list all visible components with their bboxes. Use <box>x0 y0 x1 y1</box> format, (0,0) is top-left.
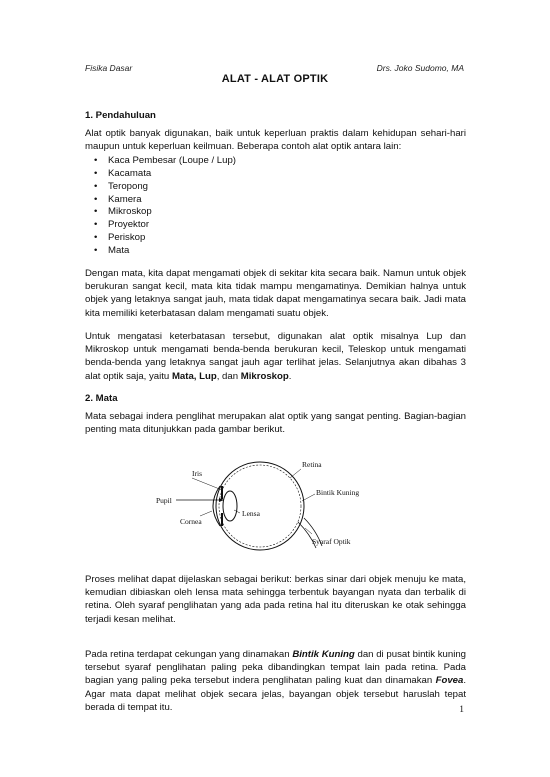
document-title: ALAT - ALAT OPTIK <box>221 73 329 85</box>
paragraph-text: . Agar mata dapat melihat objek secara jelas, bayangan objek tersebut haruslah tepat berada di tempat itu. <box>85 675 466 713</box>
eyeball-outline <box>216 462 304 550</box>
paragraph-text: dan di pusat bintik kuning tersebut syaraf penglihatan paling peka dibandingkan tempat lain pada retina. Pada bagian yang paling peka tersebut indera penglihatan paling kuat dan dinamakan <box>85 649 466 687</box>
paragraph-intro: Alat optik banyak digunakan, baik untuk keperluan praktis dalam kehidupan sehari-hari maupun untuk keperluan keilmuan. Beberapa contoh alat optik antara lain: <box>85 128 466 153</box>
bold-italic-term: Fovea <box>435 675 464 687</box>
paragraph-retina <box>85 648 466 714</box>
paragraph-proses-melihat: Proses melihat dapat dijelaskan sebagai berikut: berkas sinar dari objek menuju ke mata, kemudian dibiaskan oleh lensa mata sehingga terbentuk bayangan nyata dan terbalik di retina. Oleh syaraf penglihatan yang ada pada retina hal itu diteruskan ke otak sehingga terjadi kesan melihat. <box>85 574 466 625</box>
label-cornea: Cornea <box>180 517 202 526</box>
retina-leader <box>290 469 301 478</box>
lens-shape <box>223 491 237 521</box>
header-course: Fisika Dasar <box>85 63 133 73</box>
cornea-leader <box>200 511 212 516</box>
paragraph-text: Untuk mengatasi keterbatasan tersebut, digunakan alat optik misalnya Lup dan Mikroskop untuk mengamati benda-benda berukuran kecil, Teleskop untuk mengamati benda-benda yang letaknya sangat jauh agar terlihat jelas. Selanjutnya akan dibahas 3 alat optik saja, yaitu <box>85 331 466 382</box>
page-number: 1 <box>459 705 464 715</box>
paragraph-mata-keterbatasan: Dengan mata, kita dapat mengamati objek di sekitar kita secara baik. Namun untuk objek berukuran sangat kecil, mata kita tidak mampu mengamatinya. Demikian halnya untuk objek yang letaknya sangat jauh, mata tidak dapat mengamatinya secara baik. Jadi mata kita memiliki keterbatasan dalam mengamati suatu objek. <box>85 268 466 319</box>
bintik-kuning-leader <box>302 494 315 501</box>
bold-term: Mata, Lup <box>171 370 217 382</box>
list-item: • Periskop <box>92 232 236 245</box>
list-item: • Mata <box>92 245 236 258</box>
list-item: • Mikroskop <box>92 206 236 219</box>
bold-term: Mikroskop <box>240 370 289 382</box>
label-pupil: Pupil <box>156 496 172 505</box>
paragraph-text: , dan <box>216 370 241 382</box>
list-item: • Kaca Pembesar (Loupe / Lup) <box>92 155 236 168</box>
list-item: • Kacamata <box>92 168 236 181</box>
label-lensa: Lensa <box>242 509 260 518</box>
label-syaraf-optik: Syaraf Optik <box>312 537 351 546</box>
paragraph-text: Pada retina terdapat cekungan yang dinamakan <box>85 649 293 660</box>
section-heading-pendahuluan: 1. Pendahuluan <box>85 110 156 121</box>
list-item: • Teropong <box>92 181 236 194</box>
retina-layer <box>219 465 301 547</box>
label-iris: Iris <box>192 469 202 478</box>
paragraph-mata-intro: Mata sebagai indera penglihat merupakan alat optik yang sangat penting. Bagian-bagian penting mata ditunjukkan pada gambar berikut. <box>85 411 466 436</box>
optical-device-list <box>92 155 236 258</box>
bold-italic-term: Bintik Kuning <box>292 649 355 660</box>
paragraph-text: . <box>288 370 292 382</box>
paragraph-mengatasi <box>85 330 466 383</box>
label-retina: Retina <box>302 460 322 469</box>
section-heading-mata: 2. Mata <box>85 393 118 404</box>
eye-anatomy-figure <box>140 456 380 554</box>
header-author: Drs. Joko Sudomo, MA <box>376 63 464 73</box>
iris-leader <box>192 478 222 490</box>
list-item: • Proyektor <box>92 219 236 232</box>
label-bintik-kuning: Bintik Kuning <box>316 488 360 497</box>
list-item: • Kamera <box>92 194 236 207</box>
